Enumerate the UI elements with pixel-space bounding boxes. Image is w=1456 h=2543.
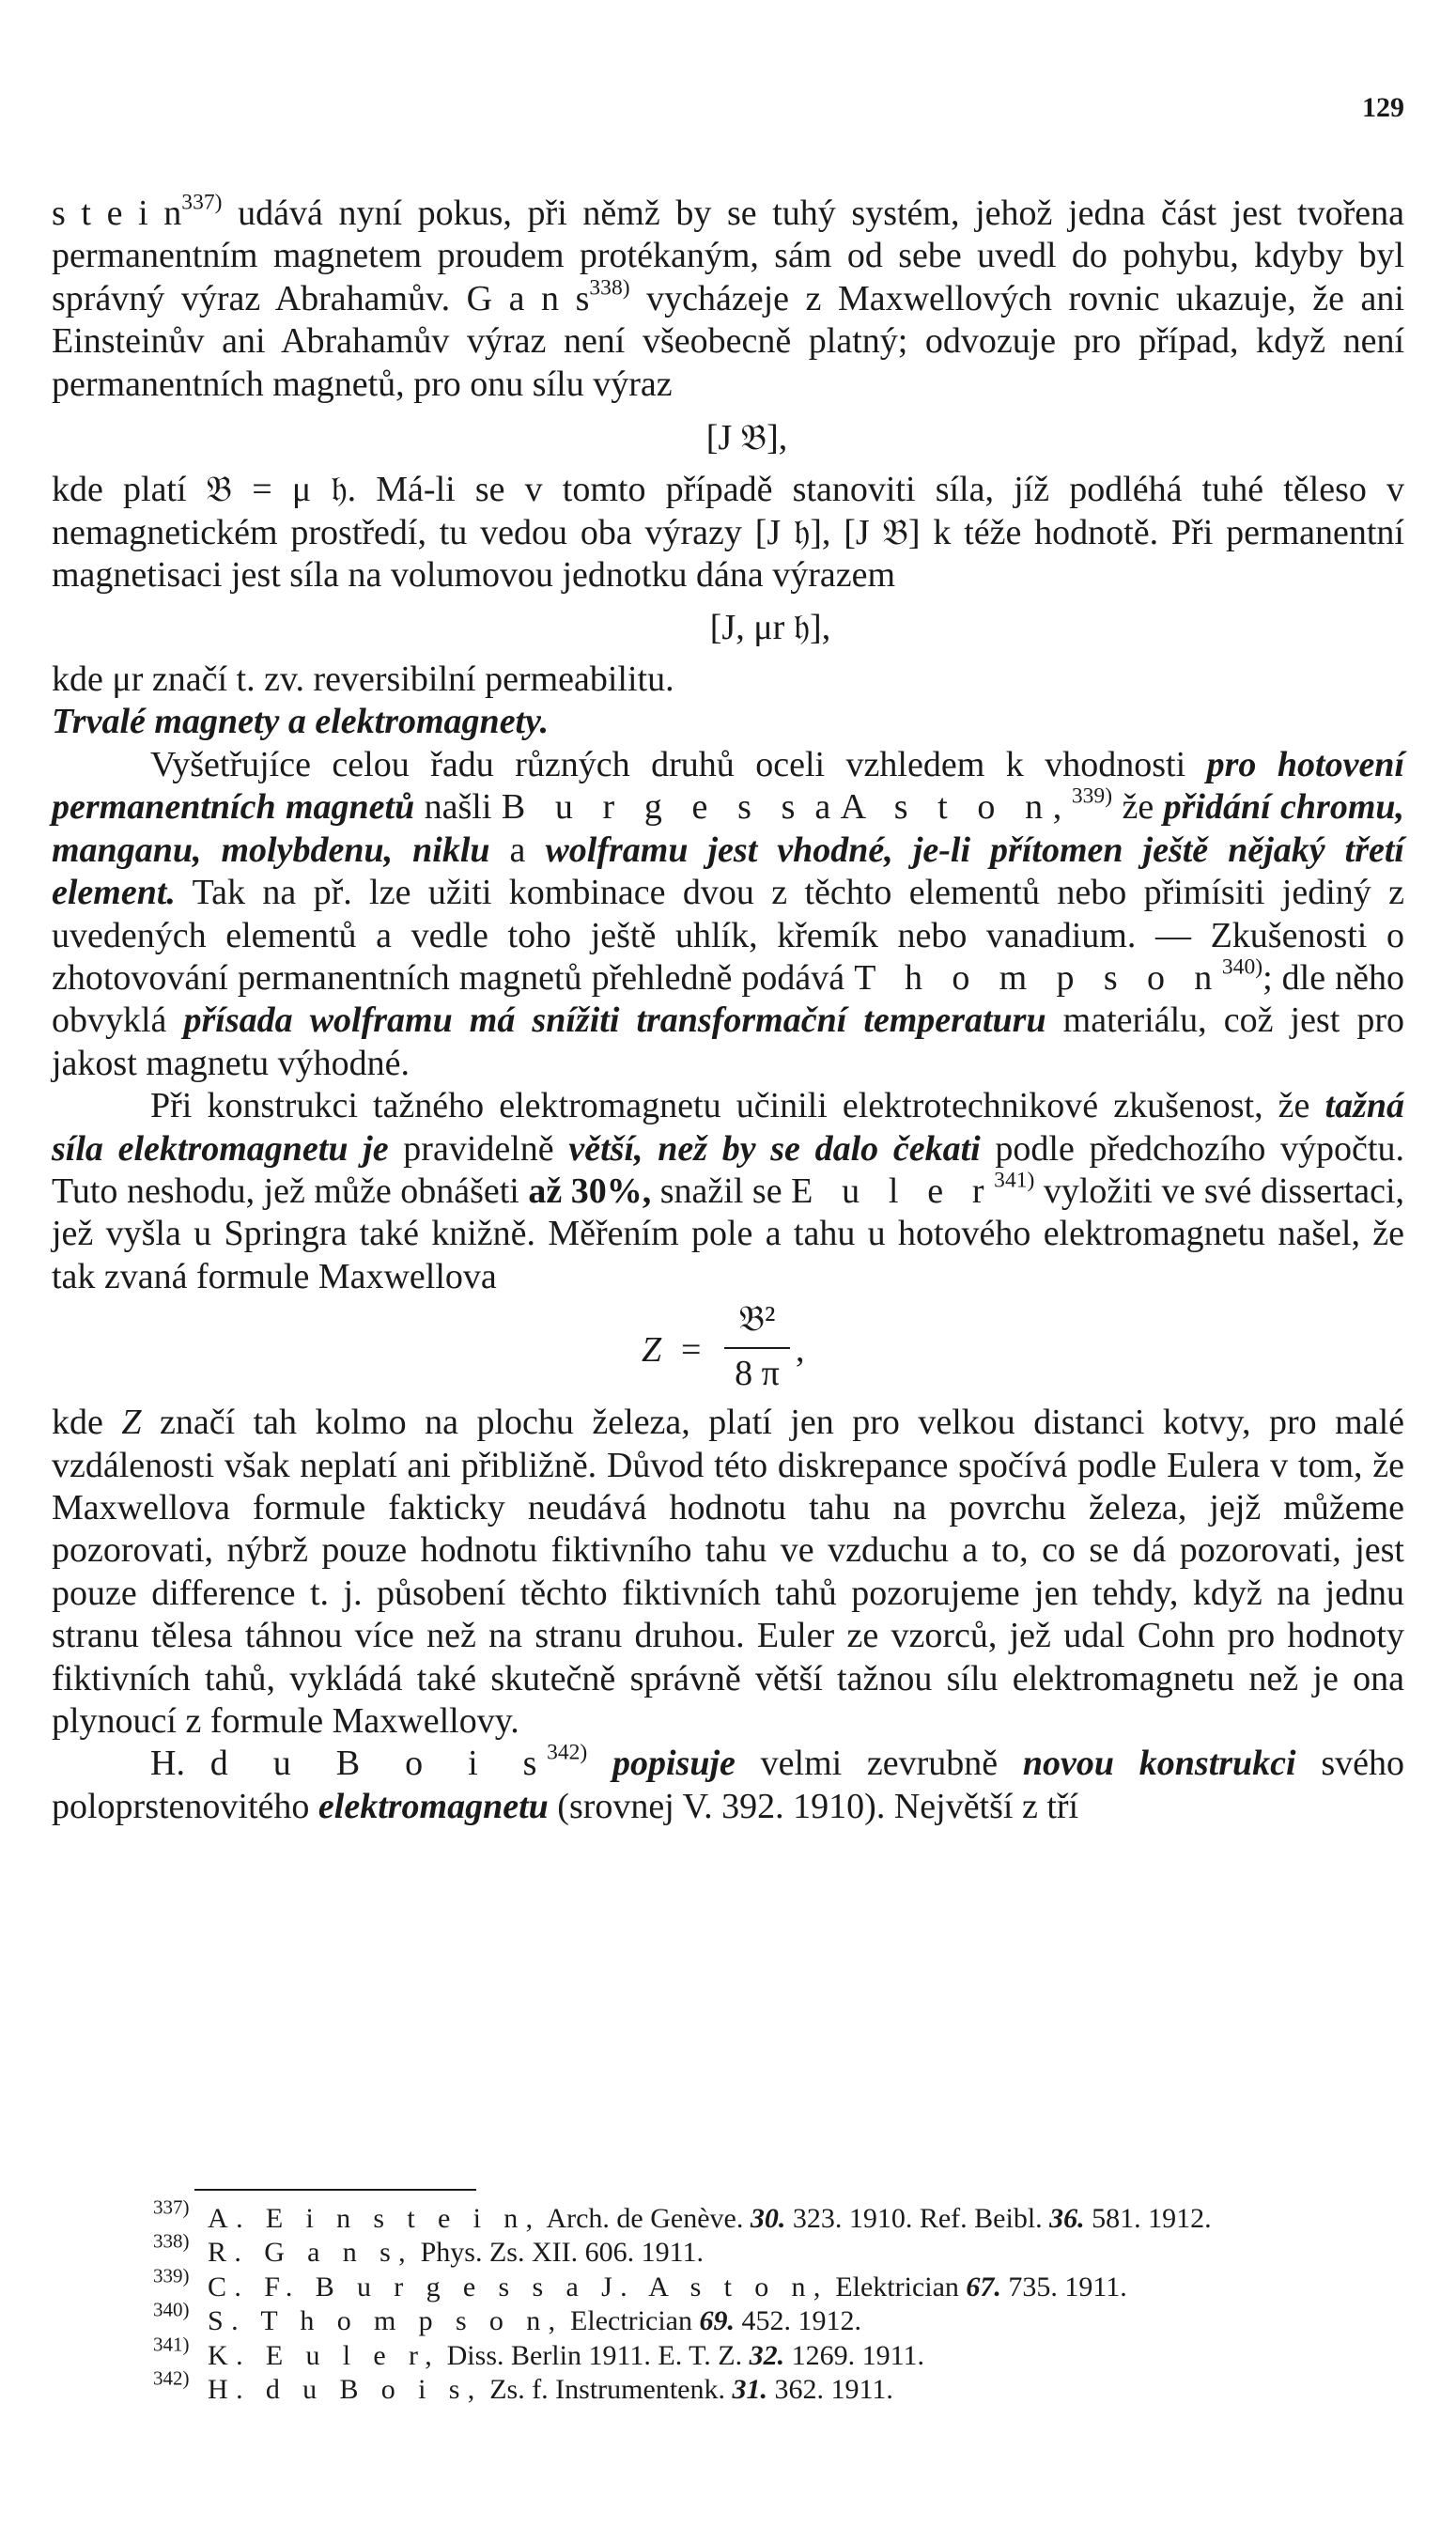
paragraph-7 bbox=[52, 1740, 1404, 1828]
footnote-ref-337: 337) bbox=[181, 190, 223, 215]
p4-emph-h: přidání chromu, manganu, molybdenu, niklu bbox=[52, 787, 1405, 870]
p7-emph-h: elektromagnetu bbox=[318, 1786, 549, 1826]
p4-text-o: materiálu, což jest pro jakost magnetu výhodné. bbox=[52, 1000, 1405, 1083]
footnote-pages: 1269. 1911. bbox=[784, 2339, 924, 2371]
footnote-volume: 31. bbox=[732, 2374, 767, 2406]
p4-emph-n: přísada wolframu má snížiti transformační temperaturu bbox=[183, 1000, 1046, 1041]
footnote-mark: 337) bbox=[153, 2195, 190, 2219]
footnote bbox=[153, 2264, 1212, 2304]
footnote bbox=[153, 2229, 1212, 2270]
p6-text-c: značí tah kolmo na plochu železa, platí jen pro velkou distanci kotvy, pro malé vzdálenosti však neplatí ani přibližně. Důvod této diskrepance spočívá podle Eulera v tom, že Maxwellova formule fakticky neudává hodnotu tahu na povrchu železa, jejž můžeme pozorovati, nýbrž pouze hodnotu fiktivního tahu ve vzduchu a to, co se dá pozorovati, jest pouze difference t. j. působení těchto fiktivních tahů pozorujeme jen tehdy, když na jednu stranu tělesa táhnou více než na stranu druhou. Euler ze vzorců, jež udal Cohn pro hodnoty fiktivních tahů, vykládá také skutečně správně větší tažnou sílu elektromagnetu než je ona plynoucí z formule Maxwellovy. bbox=[52, 1403, 1404, 1741]
p4-emph-j: wolframu jest vhodné, je-li přítomen ještě nějaký třetí element. bbox=[52, 830, 1404, 913]
formula-3-lhs: Z bbox=[642, 1330, 662, 1371]
footnote-source: Zs. f. Instrumentenk. bbox=[482, 2374, 733, 2406]
footnote-volume: 67. bbox=[966, 2271, 1001, 2303]
footnote-ref-340: 340) bbox=[1221, 954, 1263, 980]
footnote-volume: 32. bbox=[749, 2339, 785, 2371]
footnote-source: Diss. Berlin 1911. E. T. Z. bbox=[440, 2339, 750, 2371]
p5-text-a: Při konstrukci tažného elektromagnetu učinili elektrotechnikové zkušenost, že bbox=[150, 1086, 1325, 1126]
footnote-author: H. d u B o i s, bbox=[208, 2374, 483, 2406]
footnote-pages-2: 581. 1912. bbox=[1084, 2203, 1212, 2234]
paragraph-5 bbox=[52, 1085, 1404, 1298]
p7-text-c bbox=[587, 1744, 612, 1783]
fraction bbox=[642, 1298, 923, 1402]
footnote-mark: 340) bbox=[153, 2298, 190, 2321]
paragraph-1-text: udává nyní pokus, při němž by se tuhý systém, jehož jedna část jest tvořena permanentním magnetem proudem protékaným, sám od sebe uvedl do pohybu, kdyby byl správný výraz Abrahamův. bbox=[52, 194, 1404, 318]
p4-text-c: našli bbox=[414, 787, 502, 828]
p7-text-e: velmi zevrubně bbox=[735, 1744, 1023, 1784]
footnote-pages: 735. 1911. bbox=[1000, 2271, 1127, 2303]
footnote-pages: 452. 1912. bbox=[734, 2305, 861, 2337]
author-thompson: T h o m p s o n bbox=[854, 957, 1222, 998]
page-number: 129 bbox=[1362, 92, 1404, 123]
footnote-author: R. G a n s, bbox=[208, 2237, 414, 2269]
p4-emph-b: pro hotovení permanentních magnetů bbox=[52, 744, 1404, 828]
p5-bold-f: až 30%, bbox=[528, 1171, 652, 1211]
formula-1: [J 𝔅], bbox=[705, 418, 788, 458]
book-page bbox=[52, 0, 1404, 2543]
p4-text-e: a bbox=[805, 787, 841, 828]
footnote-source: Elektrician bbox=[828, 2271, 967, 2303]
footnote-pages: 323. 1910. Ref. Beibl. bbox=[785, 2203, 1050, 2234]
p7-emph-d: popisuje bbox=[612, 1744, 736, 1784]
formula-3-equals: = bbox=[681, 1330, 702, 1371]
p4-text-g: že bbox=[1112, 787, 1164, 828]
footnote-volume: 30. bbox=[750, 2203, 786, 2234]
author-stein: s t e i n bbox=[52, 194, 182, 233]
footnote-ref-341: 341) bbox=[994, 1168, 1035, 1193]
paragraph-3: kde μr značí t. zv. reversibilní permeabilitu. bbox=[52, 659, 674, 700]
paragraph-2: kde platí 𝔅 = μ 𝔥. Má-li se v tomto případě stanoviti síla, jíž podléhá tuhé těleso v nemagnetickém prostředí, tu vedou oba výrazy [J 𝔥], [J 𝔅] k téže hodnotě. Při permanentní magnetisaci jest síla na volumovou jednotku dána výrazem bbox=[52, 470, 1404, 596]
footnote-author: C. F. B u r g e s s a J. A s t o n, bbox=[208, 2271, 829, 2303]
formula-2: [J, μr 𝔥], bbox=[709, 607, 831, 647]
footnote-mark: 339) bbox=[153, 2264, 190, 2287]
p4-text-i: a bbox=[489, 830, 546, 870]
footnote-mark: 341) bbox=[153, 2332, 190, 2355]
author-burgess: B u r g e s s bbox=[501, 787, 805, 828]
formula-3-comma: , bbox=[796, 1330, 805, 1371]
footnote bbox=[153, 2298, 1212, 2338]
footnote-volume-2: 36. bbox=[1049, 2203, 1085, 2234]
author-aston: A s t o n, bbox=[840, 787, 1072, 828]
author-du-bois: d u B o i s bbox=[209, 1744, 548, 1784]
footnote-author: K. E u l e r, bbox=[208, 2339, 441, 2371]
footnote-source: Electrician bbox=[563, 2305, 700, 2337]
footnote-divider bbox=[194, 2189, 476, 2191]
body-text bbox=[52, 190, 1405, 1828]
author-euler: E u l e r bbox=[791, 1171, 995, 1211]
p7-emph-f: novou konstrukci bbox=[1022, 1744, 1296, 1784]
footnote-author: A. E i n s t e i n, bbox=[208, 2203, 541, 2234]
footnote-source: Phys. Zs. XII. 606. 1911. bbox=[413, 2237, 704, 2269]
p4-text-a: Vyšetřujíce celou řadu různých druhů oceli vzhledem k vhodnosti bbox=[150, 744, 1207, 784]
fraction-bar bbox=[724, 1347, 790, 1349]
footnote-volume: 69. bbox=[699, 2305, 735, 2337]
footnote-source: Arch. de Genève. bbox=[540, 2203, 751, 2234]
p4-text-k: Tak na př. lze užiti kombinace dvou z těchto elementů nebo přimísiti jediný z uvedených elementů a vedle toho ještě uhlík, křemík nebo vanadium. — Zkušenosti o zhotovování permanentních magnetů přehledně podává bbox=[52, 873, 1404, 998]
section-heading: Trvalé magnety a elektromagnety. bbox=[52, 702, 550, 742]
formula-3-numerator: 𝔅² bbox=[738, 1299, 776, 1340]
p6-text-a: kde bbox=[52, 1403, 122, 1443]
footnote-pages: 362. 1911. bbox=[767, 2374, 893, 2406]
footnotes bbox=[153, 2195, 1212, 2407]
footnote bbox=[153, 2332, 1212, 2373]
p5-emph-b: tažná síla elektromagnetu je bbox=[52, 1086, 1404, 1169]
formula-3 bbox=[52, 1298, 1404, 1402]
footnote bbox=[153, 2366, 1212, 2407]
footnote-author: S. T h o m p s o n, bbox=[208, 2305, 564, 2337]
formula-3-denominator: 8 π bbox=[735, 1354, 780, 1394]
footnote-ref-339: 339) bbox=[1071, 783, 1113, 809]
p7-text-i: (srovnej V. 392. 1910). Největší z tří bbox=[548, 1786, 1079, 1826]
footnote-ref-342: 342) bbox=[547, 1740, 588, 1765]
p7-text-g: svého poloprstenovitého bbox=[52, 1744, 1404, 1826]
footnote bbox=[153, 2195, 1212, 2236]
footnote-mark: 342) bbox=[153, 2366, 190, 2390]
p5-emph-d: větší, než by se dalo čekati bbox=[568, 1128, 981, 1169]
paragraph-1-text-2: vycházeje z Maxwellových rovnic ukazuje, že ani Einsteinův ani Abrahamův výraz není všeobecně platný; odvozuje pro případ, když není permanentních magnetů, pro onu sílu výraz bbox=[52, 278, 1404, 404]
p4-text-m: ; dle něho obvyklá bbox=[52, 957, 1404, 1041]
p5-text-e: podle předchozího výpočtu. Tuto neshodu, jež může obnášeti bbox=[52, 1128, 1404, 1211]
p5-text-c: pravidelně bbox=[388, 1128, 569, 1169]
footnote-mark: 338) bbox=[153, 2229, 190, 2253]
paragraph-6 bbox=[52, 1402, 1404, 1743]
p5-text-i: vyložiti ve své dissertaci, jež vyšla u Springra také knižně. Měřením pole a tahu u hotového elektromagnetu našel, že tak zvaná formule Maxwellova bbox=[52, 1171, 1404, 1296]
p7-text-a: H. bbox=[150, 1744, 210, 1784]
footnote-ref-338: 338) bbox=[589, 275, 630, 301]
p6-var-z: Z bbox=[121, 1403, 142, 1443]
paragraph-4 bbox=[52, 744, 1404, 1085]
author-gans: G a n s bbox=[466, 278, 590, 318]
paragraph-1 bbox=[52, 190, 1404, 406]
p5-text-g: snažil se bbox=[651, 1171, 792, 1211]
